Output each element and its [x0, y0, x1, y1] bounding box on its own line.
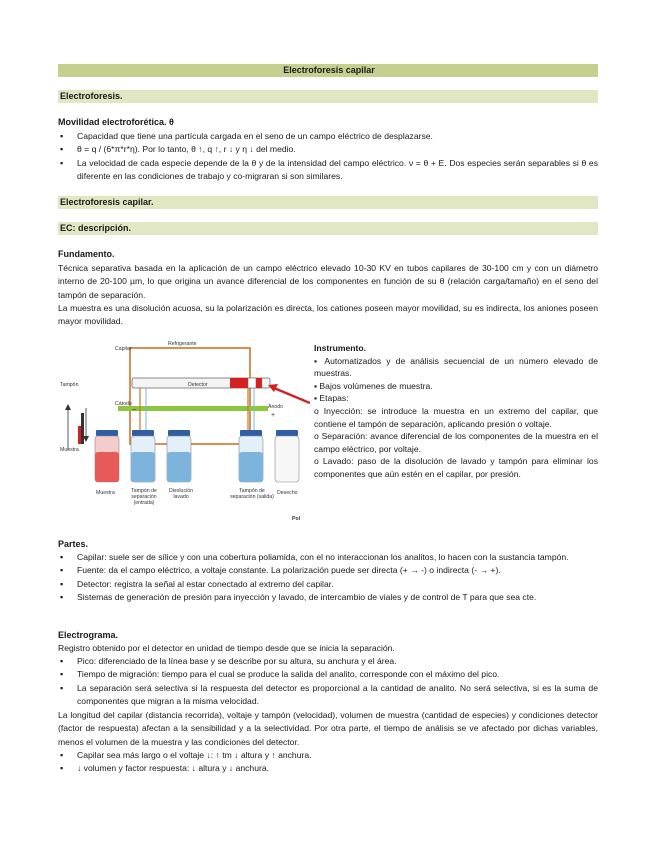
buffer-plug — [81, 413, 84, 444]
label-vial-muestra: Muestra — [96, 490, 115, 496]
detector-window-right — [256, 378, 262, 388]
electrograma-heading: Electrograma. — [58, 630, 119, 640]
vial-desecho — [275, 430, 299, 482]
label-anodo-sign: + — [271, 412, 276, 419]
instrumento-line: ο Lavado: paso de la disolución de lavado y tampón para eliminar los componentes que aún estén en el capilar, por presión. — [314, 456, 598, 479]
list-item: ▪ Tiempo de migración: tiempo para el cual se produce la salida del analito, corresponde con el máximo del pico. — [58, 668, 598, 681]
label-vial-desecho: Desecho — [277, 490, 298, 496]
ce-apparatus-figure — [60, 338, 310, 522]
refrigerant-frame — [130, 348, 250, 444]
list-item: ▪ Capilar sea más largo o el voltaje ↓: ↑ tm ↓ altura y ↑ anchura. — [58, 749, 598, 762]
section-title: Electroforesis capilar. — [60, 197, 154, 207]
list-item: ▪ La separación será selectiva si la respuesta del detector es proporcional a la cantidad de analito. No será selectiva, si es la suma de componentes que migran a la misma velocidad. — [58, 682, 598, 709]
section-title: EC: descripción. — [60, 223, 132, 233]
label-vial-tampon-salida: Tampón de separación (salida) — [230, 488, 274, 500]
electrograma-paragraph: La longitud del capilar (distancia recorrida), voltaje y tampón (velocidad), volumen de muestra (cantidad de especies) y condiciones detector (factor de respuesta) afectan a la sensibilidad y a la selectividad. Por otra parte, el tiempo de análisis se ve afectado por dichas variables, menos el volumen de la muestra y las condiciones del detector. — [58, 710, 598, 747]
detector-arrow — [274, 388, 310, 403]
ce-diagram — [60, 338, 310, 522]
section-bar-electroforesis-capilar — [58, 196, 598, 209]
tampon-arrow-head — [65, 404, 71, 410]
label-muestra-side: Muestra — [60, 447, 79, 453]
instrumento-block — [314, 342, 598, 481]
list-item: ▪ Detector: registra la señal al estar conectado al extremo del capilar. — [58, 578, 598, 591]
label-capilar: Capilar — [115, 346, 132, 352]
instrumento-line: ο Separación: avance diferencial de los componentes de la muestra en el campo eléctrico, por voltaje. — [314, 431, 598, 454]
fundamento-text-2: La muestra es una disolución acuosa, su la polarización es directa, los cationes poseen mayor movilidad, su es indirecta, los aniones poseen mayor movilidad. — [58, 303, 598, 327]
electrograma-list-2 — [58, 749, 598, 776]
label-vial-tampon-entrada: Tampón de separación (entrada) — [131, 488, 157, 506]
label-cut-text: Pol — [292, 516, 301, 522]
label-vial-disolucion: Disolución lavado — [169, 488, 193, 500]
label-refrigerante: Refrigerante — [168, 341, 197, 347]
instrumento-line: ▪ Bajos volúmenes de muestra. — [314, 380, 433, 391]
movilidad-list — [58, 130, 598, 184]
instrumento-line: ο Inyección: se introduce la muestra en un extremo del capilar, que contiene el tampón de separación, aplicando presión o voltaje. — [314, 405, 598, 429]
label-detector: Detector — [188, 382, 208, 388]
list-item: ▪ ↓ volumen y factor respuesta: ↓ altura y ↓ anchura. — [58, 762, 598, 775]
section-title: Electroforesis. — [60, 91, 123, 101]
vial-tampon-salida — [239, 430, 263, 482]
sample-plug — [78, 426, 81, 444]
electrograma-list — [58, 655, 598, 709]
partes-heading: Partes. — [58, 539, 89, 549]
label-vial-tampon-salida-wrap — [230, 488, 274, 518]
detector-window — [230, 378, 248, 388]
label-catodo-sign: − — [132, 405, 137, 414]
vial-tampon-entrada — [131, 430, 155, 482]
list-item: ▪ La velocidad de cada especie depende de la θ y de la intensidad del campo eléctrico. ν = θ + E. Dos especies serán separables si θ es diferente en las condiciones de trabajo y co-migraran si son similares. — [58, 157, 598, 184]
vial-disolucion — [167, 430, 191, 482]
list-item: ▪ θ = q / (6*π*r*η). Por lo tanto, θ ↑, q ↑, r ↓ y η ↓ del medio. — [58, 143, 598, 156]
detector-gap — [248, 378, 256, 388]
label-catodo: Cátodo — [115, 401, 132, 407]
label-vial-disolucion-wrap — [164, 488, 198, 508]
electrograma-intro: Registro obtenido por el detector en unidad de tiempo desde que se inicia la separación. — [58, 643, 395, 653]
instrumento-line: ▪ Automatizados y de análisis secuencial de un número elevado de muestras. — [314, 355, 598, 379]
document-title-bar — [58, 64, 598, 77]
label-tampon: Tampón — [60, 382, 79, 388]
partes-list — [58, 551, 598, 605]
instrumento-line: ▪ Etapas: — [314, 393, 349, 404]
list-item: ▪ Sistemas de generación de presión para inyección y lavado, de intercambio de viales y de control de T para que sea cte. — [58, 591, 598, 604]
label-vial-tampon-entrada-wrap — [122, 488, 166, 518]
document-title: Electroforesis capilar — [283, 65, 375, 75]
list-item: ▪ Pico: diferenciado de la línea base y se describe por su altura, su anchura y el área. — [58, 655, 598, 668]
section-bar-ec-descripcion — [58, 222, 598, 235]
movilidad-heading: Movilidad electroforética. θ — [58, 117, 174, 127]
section-bar-electroforesis — [58, 90, 598, 103]
list-item: ▪ Fuente: da el campo eléctrico, a voltaje constante. La polarización puede ser directa (+ → -) o indirecta (- → +). — [58, 564, 598, 577]
label-anodo: Ánodo — [268, 404, 284, 410]
list-item: ▪ Capacidad que tiene una partícula cargada en el seno de un campo eléctrico de desplazarse. — [58, 130, 598, 143]
fundamento-text: Técnica separativa basada en la aplicación de un campo eléctrico elevado 10-30 KV en tubos capilares de 30-100 cm y con un diámetro interno de 20-100 µm, lo que origina un avance diferencial de los componentes en función de su θ (relación carga/tamaño) en el seno del tampón de separación. — [58, 263, 598, 300]
vial-muestra — [95, 430, 119, 482]
fundamento-heading: Fundamento. — [58, 249, 115, 259]
instrumento-heading: Instrumento. — [314, 343, 367, 353]
list-item: ▪ Capilar: suele ser de sílice y con una cobertura poliamida, con el no interaccionan los analitos, lo hacen con la sustancia tampón. — [58, 551, 598, 564]
